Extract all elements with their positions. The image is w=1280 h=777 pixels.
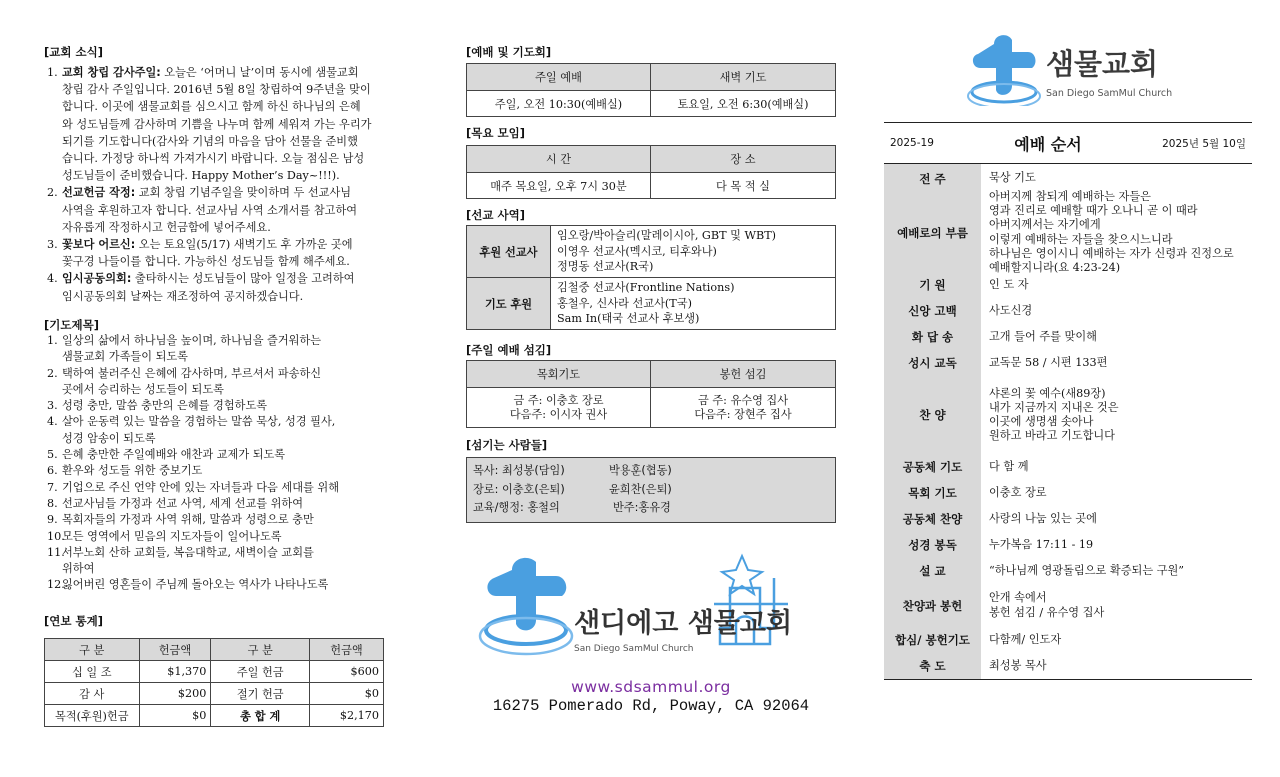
news-text: 임시공동의회: 출타하시는 성도님들이 많아 일정을 고려하여 xyxy=(62,272,355,286)
order-item-label: 찬양과 봉헌 xyxy=(884,584,981,627)
prayer-text: 은혜 충만한 주일예배와 애찬과 교제가 되도록 xyxy=(62,448,286,462)
order-row xyxy=(884,324,1252,350)
worship-header-row xyxy=(467,64,836,91)
news-item xyxy=(44,202,396,219)
order-item-label: 전 주 xyxy=(884,164,981,193)
news-item-heading: 선교헌금 작정: xyxy=(62,186,136,200)
news-item xyxy=(44,236,396,253)
prayer-number: 7. xyxy=(47,480,58,494)
order-value-line: 예배할지니라(요 4:23-24) xyxy=(989,260,1121,274)
news-item xyxy=(44,270,396,287)
prayer-list xyxy=(44,333,396,594)
servers-name: 박용훈(협동) xyxy=(609,464,672,477)
mission-title: [선교 사역] xyxy=(466,208,525,222)
mission-line: 임오랑/박아슬리(말레이시아, GBT 및 WBT) xyxy=(557,229,777,243)
mission-line: 홍철우, 신사라 선교사(T국) xyxy=(557,296,692,310)
news-item xyxy=(44,64,396,81)
prayer-number: 12. xyxy=(47,578,65,592)
news-number: 4. xyxy=(47,272,58,286)
mission-line: 이영우 선교사(멕시코, 티후와나) xyxy=(557,244,717,258)
prayer-text: 목회자들의 가정과 사역 위해, 말씀과 성령으로 충만 xyxy=(62,513,314,527)
finance-cell: 감 사 xyxy=(45,683,140,705)
order-item-label: 합심/ 봉헌기도 xyxy=(884,627,981,653)
order-item-value xyxy=(981,460,1029,474)
order-item-value xyxy=(981,659,1047,673)
order-item-value xyxy=(981,512,1097,526)
order-row xyxy=(884,627,1252,653)
prayer-number: 9. xyxy=(47,513,58,527)
finance-cell: $0 xyxy=(139,705,211,727)
servers-box xyxy=(466,457,836,523)
order-value-line: 내가 지금까지 지내온 것은 xyxy=(989,400,1119,414)
order-title: 예배 순서 xyxy=(1014,134,1082,154)
prayer-item xyxy=(44,545,396,561)
order-item-label: 공동체 찬양 xyxy=(884,506,981,532)
order-value-line: 누가복음 17:11 - 19 xyxy=(989,537,1094,551)
finance-cell: $600 xyxy=(310,661,384,683)
mission-label: 후원 선교사 xyxy=(467,226,551,278)
prayer-number: 1. xyxy=(47,334,58,347)
order-value-line: 영과 진리로 예배할 때가 오나니 곧 이 때라 xyxy=(989,204,1198,218)
service-title: [주일 예배 섬김] xyxy=(466,343,552,357)
service-header-cell: 목회기도 xyxy=(467,361,651,388)
prayer-text: 살아 운동력 있는 말씀을 경험하는 말씀 묵상, 성경 필사, xyxy=(62,415,336,429)
order-value-line: 다함께/ 인도자 xyxy=(989,632,1062,646)
order-item-value xyxy=(981,633,1061,647)
order-item-value xyxy=(981,564,1184,578)
order-date: 2025년 5월 10일 xyxy=(1162,137,1246,150)
news-item xyxy=(44,98,396,115)
church-address: 16275 Pomerado Rd, Poway, CA 92064 xyxy=(492,697,810,715)
finance-cell: $1,370 xyxy=(139,661,211,683)
finance-header-cell: 구 분 xyxy=(211,639,310,661)
service-cell xyxy=(467,388,651,428)
order-value-line: 이곳에 생명샘 솟아나 xyxy=(989,415,1094,428)
order-value-line: 아버지께 참되게 예배하는 자들은 xyxy=(989,189,1151,203)
order-value-line: 고개 들어 주를 맞이해 xyxy=(989,329,1097,343)
news-item-heading: 꽃보다 어르신: xyxy=(62,238,136,252)
order-row xyxy=(884,272,1252,298)
order-value-line: 최성봉 목사 xyxy=(989,658,1047,672)
order-row xyxy=(884,298,1252,324)
servers-line xyxy=(473,462,829,481)
news-list xyxy=(44,64,396,305)
finance-header-cell: 헌금액 xyxy=(310,639,384,661)
news-item xyxy=(44,167,396,184)
order-value-line: 아버지께서는 자기에게 xyxy=(989,218,1101,232)
prayer-item xyxy=(44,480,396,496)
prayer-item xyxy=(44,496,396,512)
finance-header-cell: 헌금액 xyxy=(139,639,211,661)
order-item-value xyxy=(981,591,1104,619)
service-line: 금 주: 이충호 장로 xyxy=(513,393,604,407)
order-row xyxy=(884,653,1252,679)
servers-line xyxy=(473,499,829,518)
servers-title: [섬기는 사람들] xyxy=(466,438,548,452)
church-logo-large xyxy=(474,548,830,664)
news-item-heading: 임시공동의회: xyxy=(62,272,132,286)
prayer-number: 2. xyxy=(47,366,58,380)
finance-cell: 주일 헌금 xyxy=(211,661,310,683)
prayer-text: 일상의 삶에서 하나님을 높이며, 하나님을 즐거워하는 xyxy=(62,334,322,347)
news-text: 되기를 기도합니다(감사와 기념의 마음을 담아 선물을 준비했 xyxy=(62,134,358,148)
order-value-line: 이충호 장로 xyxy=(989,485,1047,499)
logo-large-name: 샌디에고 샘물교회 xyxy=(574,608,793,639)
logo-top-name: 샘물교회 xyxy=(1046,47,1159,81)
news-number: 1. xyxy=(47,66,58,79)
prayer-item xyxy=(44,561,396,577)
order-item-label: 목회 기도 xyxy=(884,480,981,506)
water-cross-icon xyxy=(474,548,830,664)
order-item-label: 축 도 xyxy=(884,653,981,679)
order-value-line: 교독문 58 / 시편 133편 xyxy=(989,355,1108,369)
order-item-value xyxy=(981,330,1097,344)
service-row xyxy=(467,388,836,428)
news-item xyxy=(44,184,396,201)
servers-name: 목사: 최성봉(담임) xyxy=(473,464,565,477)
thursday-title: [목요 모임] xyxy=(466,126,525,140)
order-item-label: 설 교 xyxy=(884,558,981,584)
servers-name: 장로: 이충호(은퇴) xyxy=(473,482,565,496)
order-row xyxy=(884,480,1252,506)
news-item xyxy=(44,81,396,98)
mission-label: 기도 후원 xyxy=(467,278,551,330)
news-text: 선교헌금 작정: 교회 창립 기념주일을 맞이하며 두 선교사님 xyxy=(62,186,352,200)
order-value-line: 묵상 기도 xyxy=(989,171,1036,185)
mission-table xyxy=(466,225,836,330)
finance-row xyxy=(45,661,384,683)
servers-line xyxy=(473,481,829,500)
order-item-label: 신앙 고백 xyxy=(884,298,981,324)
worship-title: [예배 및 기도회] xyxy=(466,45,552,59)
worship-header-cell: 새벽 기도 xyxy=(651,64,836,91)
prayer-item xyxy=(44,463,396,479)
order-value-line: 원하고 바라고 기도합니다 xyxy=(989,429,1115,443)
finance-title: [연보 통계] xyxy=(44,614,103,628)
mission-names xyxy=(551,278,836,330)
order-value-line: 하나님은 영이시니 예배하는 자가 신령과 진정으로 xyxy=(989,246,1234,260)
order-item-value xyxy=(981,387,1119,444)
prayer-text: 모든 영역에서 믿음의 지도자들이 일어나도록 xyxy=(62,529,282,543)
news-text: 창립 감사 주일입니다. 2016년 5월 8일 창립하여 9주년을 맞이 xyxy=(62,83,371,97)
service-line: 다음주: 이시자 권사 xyxy=(509,407,608,421)
prayer-item xyxy=(44,366,396,382)
order-value-line: 사랑의 나눔 있는 곳에 xyxy=(989,511,1097,525)
website-link[interactable]: www.sdsammul.org xyxy=(571,678,731,696)
news-item xyxy=(44,219,396,236)
prayer-item xyxy=(44,414,396,430)
news-text: 사역을 후원하고자 합니다. 선교사님 사역 소개서를 참고하여 xyxy=(62,203,358,217)
prayer-number: 5. xyxy=(47,448,58,462)
finance-total-value: $2,170 xyxy=(310,705,384,727)
finance-cell: 절기 헌금 xyxy=(211,683,310,705)
news-text: 합니다. 이곳에 샘물교회를 심으시고 함께 하신 하나님의 은혜 xyxy=(62,100,361,114)
news-item xyxy=(44,150,396,167)
prayer-text: 잃어버린 영혼들이 주님께 돌아오는 역사가 나타나도록 xyxy=(62,578,329,592)
finance-header-cell: 구 분 xyxy=(45,639,140,661)
order-value-line: 샤론의 꽃 예수(새89장) xyxy=(989,386,1106,400)
logo-large-sub: San Diego SamMul Church xyxy=(574,644,694,654)
logo-top-sub: San Diego SamMul Church xyxy=(1046,88,1173,99)
order-item-label: 성시 교독 xyxy=(884,350,981,376)
news-number: 2. xyxy=(47,186,58,200)
prayer-text: 곳에서 승리하는 성도들이 되도록 xyxy=(62,382,224,396)
mission-names xyxy=(551,226,836,278)
prayer-text: 위하여 xyxy=(62,562,95,576)
worship-cell: 주일, 오전 10:30(예배실) xyxy=(467,91,651,117)
news-text: 성도님들이 준비했습니다. Happy Mother’s Day~!!!). xyxy=(62,169,340,183)
order-item-label: 성경 봉독 xyxy=(884,532,981,558)
servers-name: 윤희찬(은퇴) xyxy=(609,482,672,496)
order-row xyxy=(884,376,1252,454)
order-header xyxy=(884,122,1252,164)
order-item-label: 예배로의 부름 xyxy=(884,193,981,272)
servers-name: 교육/행정: 홍철의 xyxy=(473,501,560,514)
order-row xyxy=(884,189,1252,274)
prayer-item xyxy=(44,577,396,593)
order-value-line: 사도신경 xyxy=(989,303,1033,317)
mission-row xyxy=(467,278,836,330)
worship-table xyxy=(466,63,836,117)
news-text: 꽃보다 어르신: 오는 토요일(5/17) 새벽기도 후 가까운 곳에 xyxy=(62,238,353,252)
order-item-value xyxy=(981,304,1032,318)
order-item-value xyxy=(981,190,1234,275)
worship-header-cell: 주일 예배 xyxy=(467,64,651,91)
prayer-item xyxy=(44,512,396,528)
order-list xyxy=(884,164,1252,680)
prayer-number: 10. xyxy=(47,529,65,543)
thursday-header-row xyxy=(467,146,836,173)
finance-cell: 십 일 조 xyxy=(45,661,140,683)
order-item-value xyxy=(981,171,1036,185)
order-item-value xyxy=(981,486,1047,500)
service-line: 금 주: 유수영 집사 xyxy=(697,393,789,407)
prayer-item xyxy=(44,447,396,463)
prayer-item xyxy=(44,382,396,398)
prayer-item xyxy=(44,333,396,349)
news-item-heading: 교회 창립 감사주일: xyxy=(62,66,161,79)
service-cell xyxy=(651,388,836,428)
order-row xyxy=(884,558,1252,584)
mission-line: Sam In(태국 선교사 후보생) xyxy=(557,312,700,326)
prayer-text: 성령 충만, 말씀 충만의 은혜를 경험하도록 xyxy=(62,399,268,413)
thursday-cell: 다 목 적 실 xyxy=(651,173,836,199)
order-item-value xyxy=(981,356,1107,370)
thursday-header-cell: 장 소 xyxy=(651,146,836,173)
order-row xyxy=(884,584,1252,627)
service-table xyxy=(466,360,836,428)
news-text: 꽃구경 나들이를 합니다. 가능하신 성도님들 함께 해주세요. xyxy=(62,255,350,269)
prayer-text: 서부노회 산하 교회들, 복음대학교, 새벽이슬 교회를 xyxy=(62,545,314,559)
prayer-text: 선교사님들 가정과 선교 사역, 세계 선교를 위하여 xyxy=(62,496,304,510)
thursday-table xyxy=(466,145,836,199)
news-text: 와 성도님들께 감사하며 기쁨을 나누며 함께 세워져 가는 우리가 xyxy=(62,117,372,131)
order-row xyxy=(884,532,1252,558)
order-item-label: 공동체 기도 xyxy=(884,454,981,480)
prayer-number: 11. xyxy=(47,545,65,559)
news-item xyxy=(44,116,396,133)
news-text: 습니다. 가정당 하나씩 가져가시기 바랍니다. 오늘 점심은 남성 xyxy=(62,152,365,166)
finance-total-label: 총 합 계 xyxy=(211,705,310,727)
servers-name: 반주:홍유경 xyxy=(613,501,671,514)
news-title: [교회 소식] xyxy=(44,45,103,59)
service-line: 다음주: 장현주 집사 xyxy=(694,407,792,421)
finance-cell: $200 xyxy=(139,683,211,705)
prayer-title: [기도제목] xyxy=(44,318,99,332)
prayer-item xyxy=(44,529,396,545)
order-row xyxy=(884,454,1252,480)
order-number: 2025-19 xyxy=(890,137,934,149)
mission-line: 정명동 선교사(R국) xyxy=(557,260,654,274)
prayer-text: 샘물교회 가족들이 되도록 xyxy=(62,350,188,364)
church-logo-top xyxy=(964,30,1184,106)
order-item-label: 찬 양 xyxy=(884,376,981,454)
worship-row xyxy=(467,91,836,117)
prayer-text: 기업으로 주신 언약 안에 있는 자녀들과 다음 세대를 위해 xyxy=(62,480,340,494)
news-text: 임시공동의회 날짜는 재조정하여 공지하겠습니다. xyxy=(62,289,304,303)
order-value-line: 이렇게 예배하는 자들을 찾으시느니라 xyxy=(989,232,1173,246)
prayer-text: 택하여 불러주신 은혜에 감사하며, 부르셔서 파송하신 xyxy=(62,366,322,380)
prayer-number: 6. xyxy=(47,464,58,478)
order-item-value xyxy=(981,278,1029,292)
thursday-cell: 매주 목요일, 오후 7시 30분 xyxy=(467,173,651,199)
finance-header-row xyxy=(45,639,384,661)
order-item-label: 기 원 xyxy=(884,272,981,298)
prayer-item xyxy=(44,349,396,365)
finance-row xyxy=(45,705,384,727)
news-item xyxy=(44,133,396,150)
worship-cell: 토요일, 오전 6:30(예배실) xyxy=(651,91,836,117)
mission-row xyxy=(467,226,836,278)
order-value-line: 인 도 자 xyxy=(989,277,1029,291)
water-cross-icon xyxy=(964,30,1184,106)
mission-line: 김철중 선교사(Frontline Nations) xyxy=(557,281,735,295)
finance-cell: 목적(후원)헌금 xyxy=(45,705,140,727)
prayer-text: 성경 암송이 되도록 xyxy=(62,431,156,445)
order-value-line: “하나님께 영광돌림으로 확증되는 구원” xyxy=(989,563,1185,577)
thursday-row xyxy=(467,173,836,199)
order-row xyxy=(884,506,1252,532)
prayer-text: 환우와 성도들 위한 중보기도 xyxy=(62,464,203,478)
order-value-line: 안개 속에서 xyxy=(989,591,1047,605)
thursday-header-cell: 시 간 xyxy=(467,146,651,173)
prayer-number: 4. xyxy=(47,415,58,429)
prayer-item xyxy=(44,398,396,414)
prayer-number: 3. xyxy=(47,399,58,413)
prayer-item xyxy=(44,431,396,447)
finance-row xyxy=(45,683,384,705)
prayer-number: 8. xyxy=(47,496,58,510)
finance-table xyxy=(44,638,384,727)
order-row xyxy=(884,164,1252,193)
news-text: 자유롭게 작정하시고 헌금함에 넣어주세요. xyxy=(62,220,271,234)
order-item-label: 화 답 송 xyxy=(884,324,981,350)
order-item-value xyxy=(981,538,1093,552)
finance-cell: $0 xyxy=(310,683,384,705)
order-value-line: 다 함 께 xyxy=(989,459,1029,473)
service-header-cell: 봉헌 섬김 xyxy=(651,361,836,388)
order-value-line: 봉헌 섬김 / 유수영 집사 xyxy=(989,605,1105,619)
news-text: 교회 창립 감사주일: 오늘은 ‘어머니 날’이며 동시에 샘물교회 xyxy=(62,66,359,79)
news-item xyxy=(44,288,396,305)
news-item xyxy=(44,253,396,270)
order-row xyxy=(884,350,1252,376)
service-header-row xyxy=(467,361,836,388)
news-number: 3. xyxy=(47,238,58,252)
